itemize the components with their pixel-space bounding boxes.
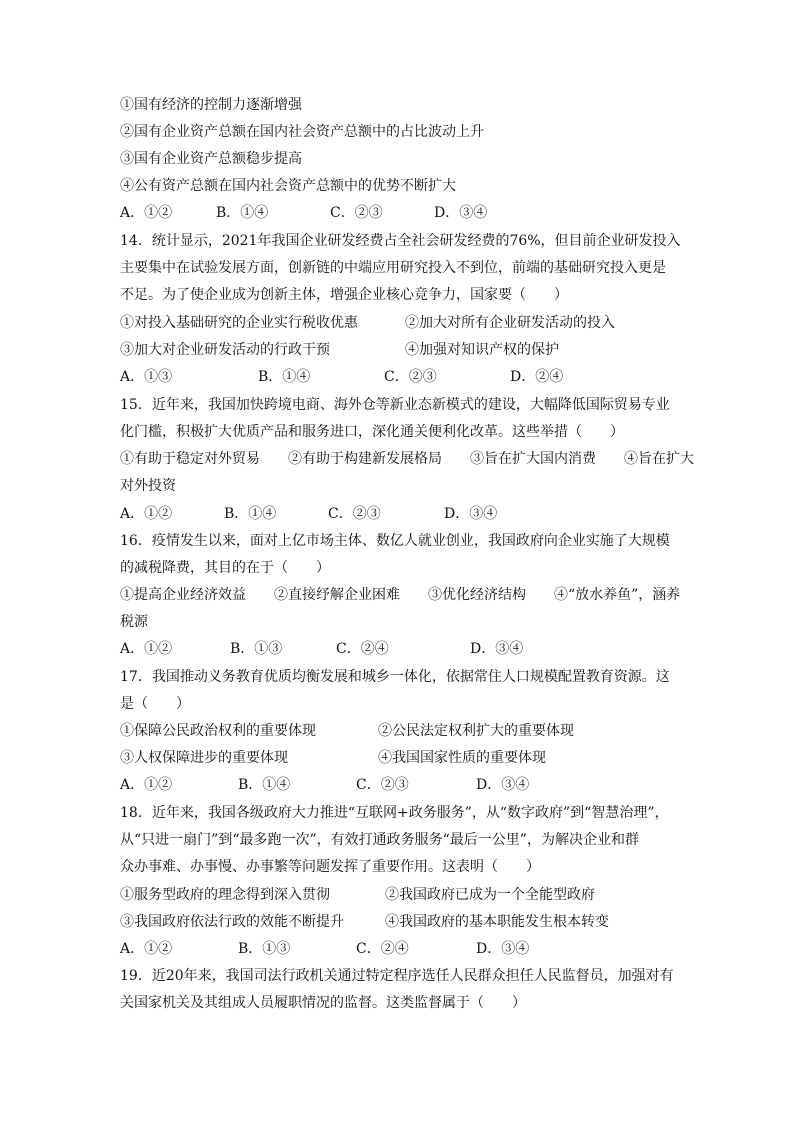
option-c[interactable]: C．②③ (330, 205, 383, 221)
question-16-stem: 16．疫情发生以来，面对上亿市场主体、数亿人就业创业，我国政府向企业实施了大规模 (120, 533, 670, 549)
question-16-statements: ①提高企业经济效益 ②直接纾解企业困难 ③优化经济结构 ④“放水养鱼”，涵养 (120, 587, 681, 603)
statement-1: ①国有经济的控制力逐渐增强 (120, 97, 302, 113)
option-b[interactable]: B．①④ (258, 369, 311, 385)
option-a[interactable]: A．①② (120, 506, 173, 522)
option-d[interactable]: D．②④ (510, 369, 564, 385)
option-d[interactable]: D．③④ (476, 941, 530, 957)
option-d[interactable]: D．③④ (444, 506, 498, 522)
question-14-stem: 14．统计显示，2021年我国企业研发经费占全社会研发经费的76%，但目前企业研发投入 (120, 233, 681, 249)
statement-3: ③加大对企业研发活动的行政干预 (120, 342, 330, 358)
option-b[interactable]: B．①③ (230, 641, 283, 657)
question-14-stem: 不足。为了使企业成为创新主体，增强企业核心竞争力，国家要（ ） (120, 287, 568, 303)
option-a[interactable]: A．①② (120, 777, 173, 793)
option-a[interactable]: A．①② (120, 205, 173, 221)
option-b[interactable]: B．①④ (224, 506, 277, 522)
option-b[interactable]: B．①③ (238, 941, 291, 957)
statement-1: ①对投入基础研究的企业实行税收优惠 (120, 315, 358, 331)
statement-4: ④我国国家性质的重要体现 (378, 750, 546, 766)
statement-2: ②国有企业资产总额在国内社会资产总额中的占比波动上升 (120, 124, 484, 140)
question-19-stem: 关国家机关及其组成人员履职情况的监督。这类监督属于（ ） (120, 995, 526, 1011)
option-d[interactable]: D．③④ (434, 205, 488, 221)
statement-3: ③人权保障进步的重要体现 (120, 750, 288, 766)
question-15-statements: 对外投资 (120, 478, 176, 494)
statement-1: ①保障公民政治权利的重要体现 (120, 723, 316, 739)
option-a[interactable]: A．①③ (120, 369, 173, 385)
option-a[interactable]: A．①② (120, 641, 173, 657)
statement-1: ①服务型政府的理念得到深入贯彻 (120, 887, 330, 903)
option-c[interactable]: C．②③ (356, 777, 409, 793)
question-19-stem: 19．近20年来，我国司法行政机关通过特定程序选任人民群众担任人民监督员，加强对有 (120, 968, 674, 984)
option-b[interactable]: B．①④ (216, 205, 269, 221)
option-c[interactable]: C．②③ (384, 369, 437, 385)
statement-2: ②公民法定权利扩大的重要体现 (378, 723, 574, 739)
option-d[interactable]: D．③④ (476, 777, 530, 793)
option-b[interactable]: B．①④ (238, 777, 291, 793)
question-17-stem: 17．我国推动义务教育优质均衡发展和城乡一体化，依据常住人口规模配置教育资源。这 (120, 669, 670, 685)
option-a[interactable]: A．①② (120, 941, 173, 957)
question-15-stem: 15．近年来，我国加快跨境电商、海外仓等新业态新模式的建设，大幅降低国际贸易专业 (120, 397, 670, 413)
statement-4: ④我国政府的基本职能发生根本转变 (385, 914, 609, 930)
statement-2: ②加大对所有企业研发活动的投入 (405, 315, 615, 331)
option-c[interactable]: C．②③ (328, 506, 381, 522)
question-15-stem: 化门槛，积极扩大优质产品和服务进口，深化通关便利化改革。这些举措（ ） (120, 424, 624, 440)
statement-4: ④公有资产总额在国内社会资产总额中的优势不断扩大 (120, 178, 456, 194)
question-16-statements: 税源 (120, 614, 148, 630)
question-15-statements: ①有助于稳定对外贸易 ②有助于构建新发展格局 ③旨在扩大国内消费 ④旨在扩大 (120, 451, 694, 467)
question-17-stem: 是（ ） (120, 696, 190, 712)
option-d[interactable]: D．③④ (470, 641, 524, 657)
question-18-stem: 众办事难、办事慢、办事繁等问题发挥了重要作用。这表明（ ） (120, 859, 540, 875)
question-18-stem: 从“只进一扇门”到“最多跑一次”，有效打通政务服务“最后一公里”，为解决企业和群 (120, 832, 639, 848)
option-c[interactable]: C．②④ (336, 641, 389, 657)
question-14-stem: 主要集中在试验发展方面，创新链的中端应用研究投入不到位，前端的基础研究投入更是 (120, 260, 666, 276)
statement-4: ④加强对知识产权的保护 (405, 342, 559, 358)
question-16-stem: 的减税降费，其目的在于（ ） (120, 560, 330, 576)
statement-3: ③国有企业资产总额稳步提高 (120, 151, 302, 167)
statement-2: ②我国政府已成为一个全能型政府 (385, 887, 595, 903)
option-c[interactable]: C．②④ (356, 941, 409, 957)
question-18-stem: 18．近年来，我国各级政府大力推进“互联网+政务服务”，从“数字政府”到“智慧治理”， (120, 805, 669, 821)
statement-3: ③我国政府依法行政的效能不断提升 (120, 914, 344, 930)
